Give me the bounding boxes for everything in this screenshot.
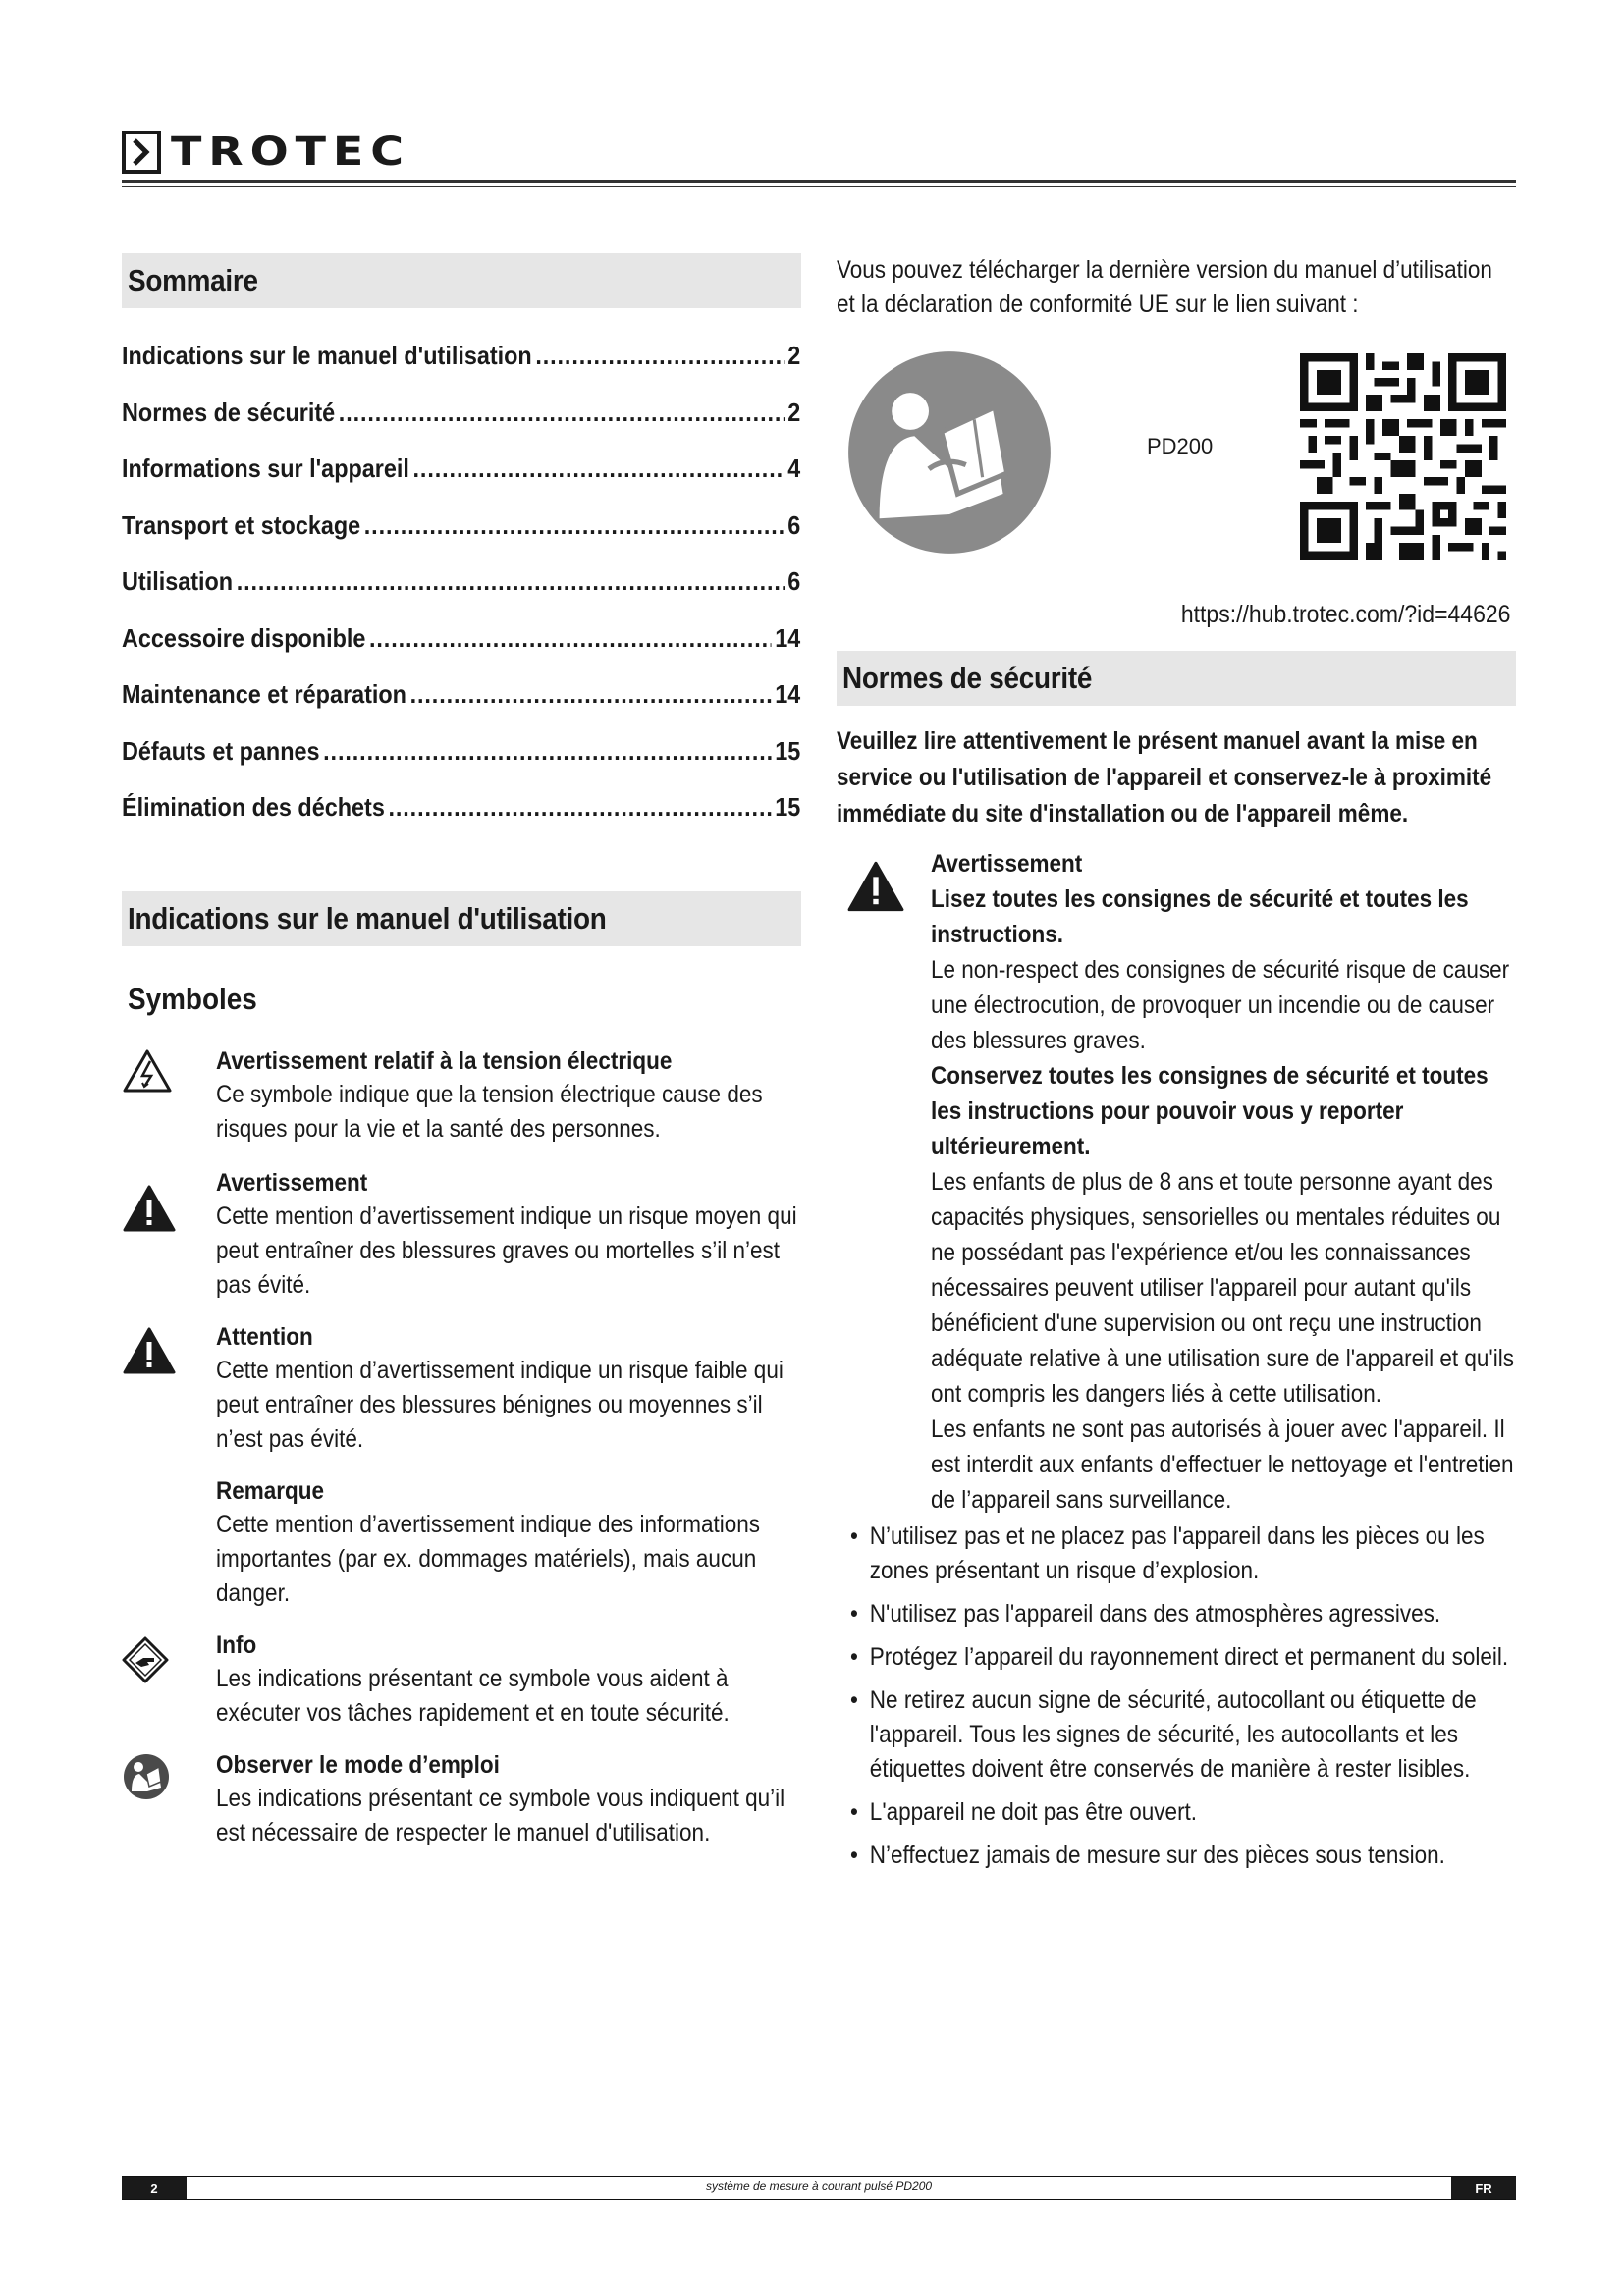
list-item: • N'utilisez pas l'appareil dans des atmosphères agressives. [850,1597,1535,1631]
qr-code-icon[interactable] [1300,353,1506,564]
toc-label: Défauts et pannes [122,735,320,766]
list-item: • Ne retirez aucun signe de sécurité, autocollant ou étiquette de l'appareil. Tous les signes de sécurité, les autocollants et les étiquettes doivent être conservés de manière à rester lisibles. [850,1683,1535,1787]
table-of-contents [122,328,801,836]
symbol-text: Cette mention d’avertissement indique des informations importantes (par ex. dommages matériels), mais aucun danger. [216,1510,761,1607]
info-hand-icon [122,1629,216,1688]
list-item: • N’effectuez jamais de mesure sur des pièces sous tension. [850,1839,1535,1873]
language-code: FR [1451,2177,1516,2199]
toc-entry[interactable] [122,498,800,555]
logo-chevron-icon [122,131,161,174]
toc-entry[interactable] [122,723,800,780]
header-rule [122,180,1516,183]
toc-page: 15 [775,792,801,823]
toc-entry[interactable] [122,554,800,611]
toc-entry[interactable] [122,328,800,385]
warning-title: Avertissement [931,850,1083,878]
footer-title: système de mesure à courant pulsé PD200 [705,2179,933,2193]
symbol-entry [122,1629,801,1731]
toc-leader [535,341,784,371]
bullet-icon: • [850,1600,858,1628]
symbol-title: Avertissement relatif à la tension électrique [216,1046,673,1075]
safety-heading-bar [837,651,1516,706]
toc-page: 2 [787,397,801,427]
download-intro: Vous pouvez télécharger la dernière version du manuel d’utilisation et la déclaration de conformité UE sur le lien suivant : [837,256,1492,318]
symbol-text: Les indications présentant ce symbole vous aident à exécuter vos tâches rapidement et en toute sécurité. [216,1664,730,1727]
symbol-title: Avertissement [216,1168,368,1197]
model-label: PD200 [1147,434,1214,458]
bullet-icon: • [850,1686,858,1714]
symbol-title: Info [216,1630,257,1659]
caution-triangle-icon [122,1320,216,1380]
warning-text-1: Le non-respect des consignes de sécurité risque de causer une électrocution, de provoquer un incendie ou de causer des blessures graves. [931,956,1510,1054]
symbol-title: Attention [216,1322,313,1351]
bullet-icon: • [850,1522,858,1550]
toc-entry[interactable] [122,779,800,836]
download-block [837,340,1516,597]
toc-page: 14 [775,622,801,653]
symbol-entry [122,1748,801,1850]
toc-label: Indications sur le manuel d'utilisation [122,341,532,371]
toc-leader [237,566,785,597]
toc-leader [339,398,785,428]
symbol-entry [122,1044,801,1147]
symbol-title: Observer le mode d’emploi [216,1750,500,1779]
right-column [837,253,1516,1882]
symbol-entry [122,1320,801,1457]
warning-triangle-icon [122,1166,216,1238]
toc-leader [413,454,785,484]
warning-instruction-1: Lisez toutes les consignes de sécurité et toutes les instructions. [931,885,1469,948]
toc-page: 15 [775,735,801,766]
electric-warning-icon [122,1044,216,1098]
warning-text-2: Les enfants de plus de 8 ans et toute personne ayant des capacités physiques, sensorielles ou mentales réduites ou ne possédant pas l'expérience et/ou les connaissances nécessaires peuvent utiliser l'appareil pour autant qu'ils bénéficient d'une supervision ou ont reçu une instruction adéquate relative à une utilisation sure de l'appareil et qu'ils ont compris les dangers liés à cette utilisation. [931,1168,1514,1408]
symbol-text: Cette mention d’avertissement indique un risque faible qui peut entraîner des blessures bénignes ou moyennes s’il n’est pas évité. [216,1356,784,1453]
toc-page: 14 [775,679,801,710]
page-footer [122,2176,1516,2200]
toc-heading-bar [122,253,801,308]
bullet-icon: • [850,1643,858,1671]
toc-label: Transport et stockage [122,509,361,540]
list-item: • N’utilisez pas et ne placez pas l'appareil dans les pièces ou les zones présentant un risque d’explosion. [850,1520,1535,1588]
toc-leader [323,736,772,767]
warning-text-3: Les enfants ne sont pas autorisés à jouer avec l'appareil. Il est interdit aux enfants d'effectuer le nettoyage et l'entretien de l’appareil sans surveillance. [931,1415,1514,1514]
symbol-title: Remarque [216,1476,325,1505]
toc-leader [364,510,785,541]
read-manual-icon [122,1748,216,1806]
left-column [122,253,801,1850]
toc-leader [369,623,772,654]
page-number: 2 [122,2177,187,2199]
symbol-text: Ce symbole indique que la tension électrique cause des risques pour la vie et la santé des personnes. [216,1080,763,1143]
toc-leader [388,792,771,823]
safety-warning-block [837,846,1516,1518]
toc-label: Informations sur l'appareil [122,454,409,484]
bullet-icon: • [850,1842,858,1869]
read-manual-icon [846,349,1053,561]
download-link[interactable]: https://hub.trotec.com/?id=44626 [1180,601,1511,628]
manual-heading-bar [122,891,801,946]
toc-entry[interactable] [122,667,800,723]
toc-leader [410,679,772,710]
manual-heading: Indications sur le manuel d'utilisation [128,900,607,935]
list-item: • Protégez l’appareil du rayonnement direct et permanent du soleil. [850,1640,1535,1675]
header-rule-thin [122,186,1516,187]
toc-label: Utilisation [122,566,234,597]
warning-triangle-icon [837,846,931,1518]
safety-heading: Normes de sécurité [842,661,1093,695]
safety-bullet-list [837,1520,1516,1873]
toc-label: Élimination des déchets [122,792,385,823]
brand-name: TROTEC [171,130,410,175]
toc-entry[interactable] [122,385,800,442]
toc-heading: Sommaire [128,263,258,297]
toc-label: Maintenance et réparation [122,679,406,710]
symbols-heading: Symboles [128,981,257,1016]
toc-page: 4 [787,454,801,484]
toc-entry[interactable] [122,441,800,498]
symbol-entry [122,1166,801,1303]
bullet-icon: • [850,1798,858,1826]
toc-page: 6 [787,566,801,597]
list-item: • L'appareil ne doit pas être ouvert. [850,1795,1535,1830]
safety-lead: Veuillez lire attentivement le présent manuel avant la mise en service ou l'utilisation de l'appareil et conservez-le à proximité immédiate du site d'installation ou de l'appareil même. [837,727,1492,828]
symbol-text: Cette mention d’avertissement indique un risque moyen qui peut entraîner des blessures graves ou mortelles s’il n’est pas évité. [216,1201,797,1299]
warning-instruction-2: Conservez toutes les consignes de sécurité et toutes les instructions pour pouvoir vous y reporter ultérieurement. [931,1062,1489,1160]
toc-label: Accessoire disponible [122,622,366,653]
toc-label: Normes de sécurité [122,397,336,427]
symbol-entry [122,1474,801,1611]
symbol-text: Les indications présentant ce symbole vous indiquent qu’il est nécessaire de respecter le manuel d'utilisation. [216,1784,785,1846]
toc-entry[interactable] [122,611,800,667]
toc-page: 2 [787,341,801,371]
toc-page: 6 [787,509,801,540]
brand-logo [122,130,410,175]
